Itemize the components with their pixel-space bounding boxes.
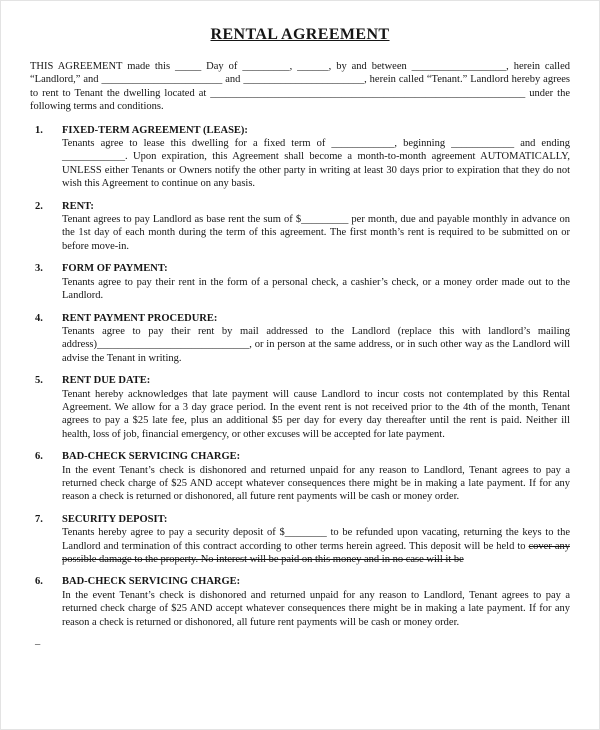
- section-body: In the event Tenant’s check is dishonored and returned unpaid for any reason to Landlord, Tenant agrees to pay a returned check charge of $25 AND accept whatever consequences there might be in making a late payment. If for any reason a check is returned or dishonored, all future rent payments will be cash or money order.: [62, 589, 570, 628]
- section-heading: RENT DUE DATE:: [62, 375, 151, 387]
- page-footer-dash: –: [35, 639, 41, 651]
- section-body-text: Tenants hereby agree to pay a security deposit of $________ to be refunded upon vacating, returning the keys to the Landlord and termination of this contract according to other terms herein agreed. This deposit will be held to: [62, 527, 570, 552]
- section-body: [62, 526, 570, 566]
- section-6-bad-check-servicing-charge-repeat: [30, 575, 570, 629]
- section-heading: BAD-CHECK SERVICING CHARGE:: [62, 576, 241, 588]
- section-1-fixed-term-agreement: [30, 124, 570, 191]
- section-body: Tenants agree to pay their rent by mail addressed to the Landlord (replace this with landlord’s mailing address)_____________________________, or in person at the same address, or in such other way as the Landlord will advise the Tenant in writing.: [62, 325, 570, 364]
- section-heading: FORM OF PAYMENT:: [62, 263, 168, 275]
- section-2-rent: [30, 200, 570, 254]
- section-heading: FIXED-TERM AGREEMENT (LEASE):: [62, 124, 248, 136]
- section-number: 2.: [35, 200, 43, 212]
- section-5-rent-due-date: [30, 374, 570, 441]
- section-heading: RENT PAYMENT PROCEDURE:: [62, 312, 218, 324]
- intro-clause: THIS AGREEMENT made this _____ Day of _________, ______, by and between __________________, herein called “Landlord,” and _______________________ and _______________________, herein called “Tenant.” Landlord hereby agrees to rent to Tenant the dwelling located at ____________________________________________________________ under the following terms and conditions.: [30, 61, 570, 113]
- section-heading: BAD-CHECK SERVICING CHARGE:: [62, 451, 241, 463]
- page-break-struck-text: cover any possible damage to the property. No interest will be paid on this money and in no case will it be: [62, 540, 570, 565]
- section-body: Tenant hereby acknowledges that late payment will cause Landlord to incur costs not contemplated by this Rental Agreement. We allow for a 3 day grace period. In the event rent is not received prior to the 4th of the month, Tenant agrees to pay a $25 late fee, plus an additional $5 per day for every day thereafter until the rent is paid. Neither ill health, loss of job, financial emergency, or other excuses will be accepted for late payment.: [62, 388, 570, 440]
- section-number: 6.: [35, 451, 43, 463]
- sections-list: [30, 124, 570, 629]
- section-heading: RENT:: [62, 200, 94, 212]
- section-body: Tenants agree to pay their rent in the form of a personal check, a cashier’s check, or a money order made out to the Landlord.: [62, 276, 570, 302]
- section-number: 4.: [35, 312, 43, 324]
- section-number: 5.: [35, 375, 43, 387]
- section-body: Tenant agrees to pay Landlord as base rent the sum of $_________ per month, due and payable monthly in advance on the 1st day of each month during the term of this agreement. The first month’s rent is required to be submitted on or before move-in.: [62, 214, 570, 252]
- section-6-bad-check-servicing-charge: [30, 450, 570, 504]
- section-body: In the event Tenant’s check is dishonored and returned unpaid for any reason to Landlord, Tenant agrees to pay a returned check charge of $25 AND accept whatever consequences there might be in making a late payment. If for any reason a check is returned or dishonored, all future rent payments will be cash or money order.: [62, 464, 570, 503]
- section-3-form-of-payment: [30, 262, 570, 302]
- section-number: 3.: [35, 263, 43, 275]
- section-heading: SECURITY DEPOSIT:: [62, 513, 168, 525]
- section-7-security-deposit: [30, 513, 570, 567]
- section-number: 7.: [35, 513, 43, 525]
- document-title: RENTAL AGREEMENT: [210, 26, 390, 43]
- section-body: Tenants agree to lease this dwelling for a fixed term of ____________, beginning ____________ and ending ____________. Upon expiration, this Agreement shall become a month-to-month agreement AUTOMATICALLY, UNLESS either Tenants or Owners notify the other party in writing at least 30 days prior to expiration that they do not wish this Agreement to continue on any basis.: [62, 138, 570, 190]
- section-number: 1.: [35, 124, 43, 136]
- section-number: 6.: [35, 576, 43, 588]
- section-4-rent-payment-procedure: [30, 312, 570, 366]
